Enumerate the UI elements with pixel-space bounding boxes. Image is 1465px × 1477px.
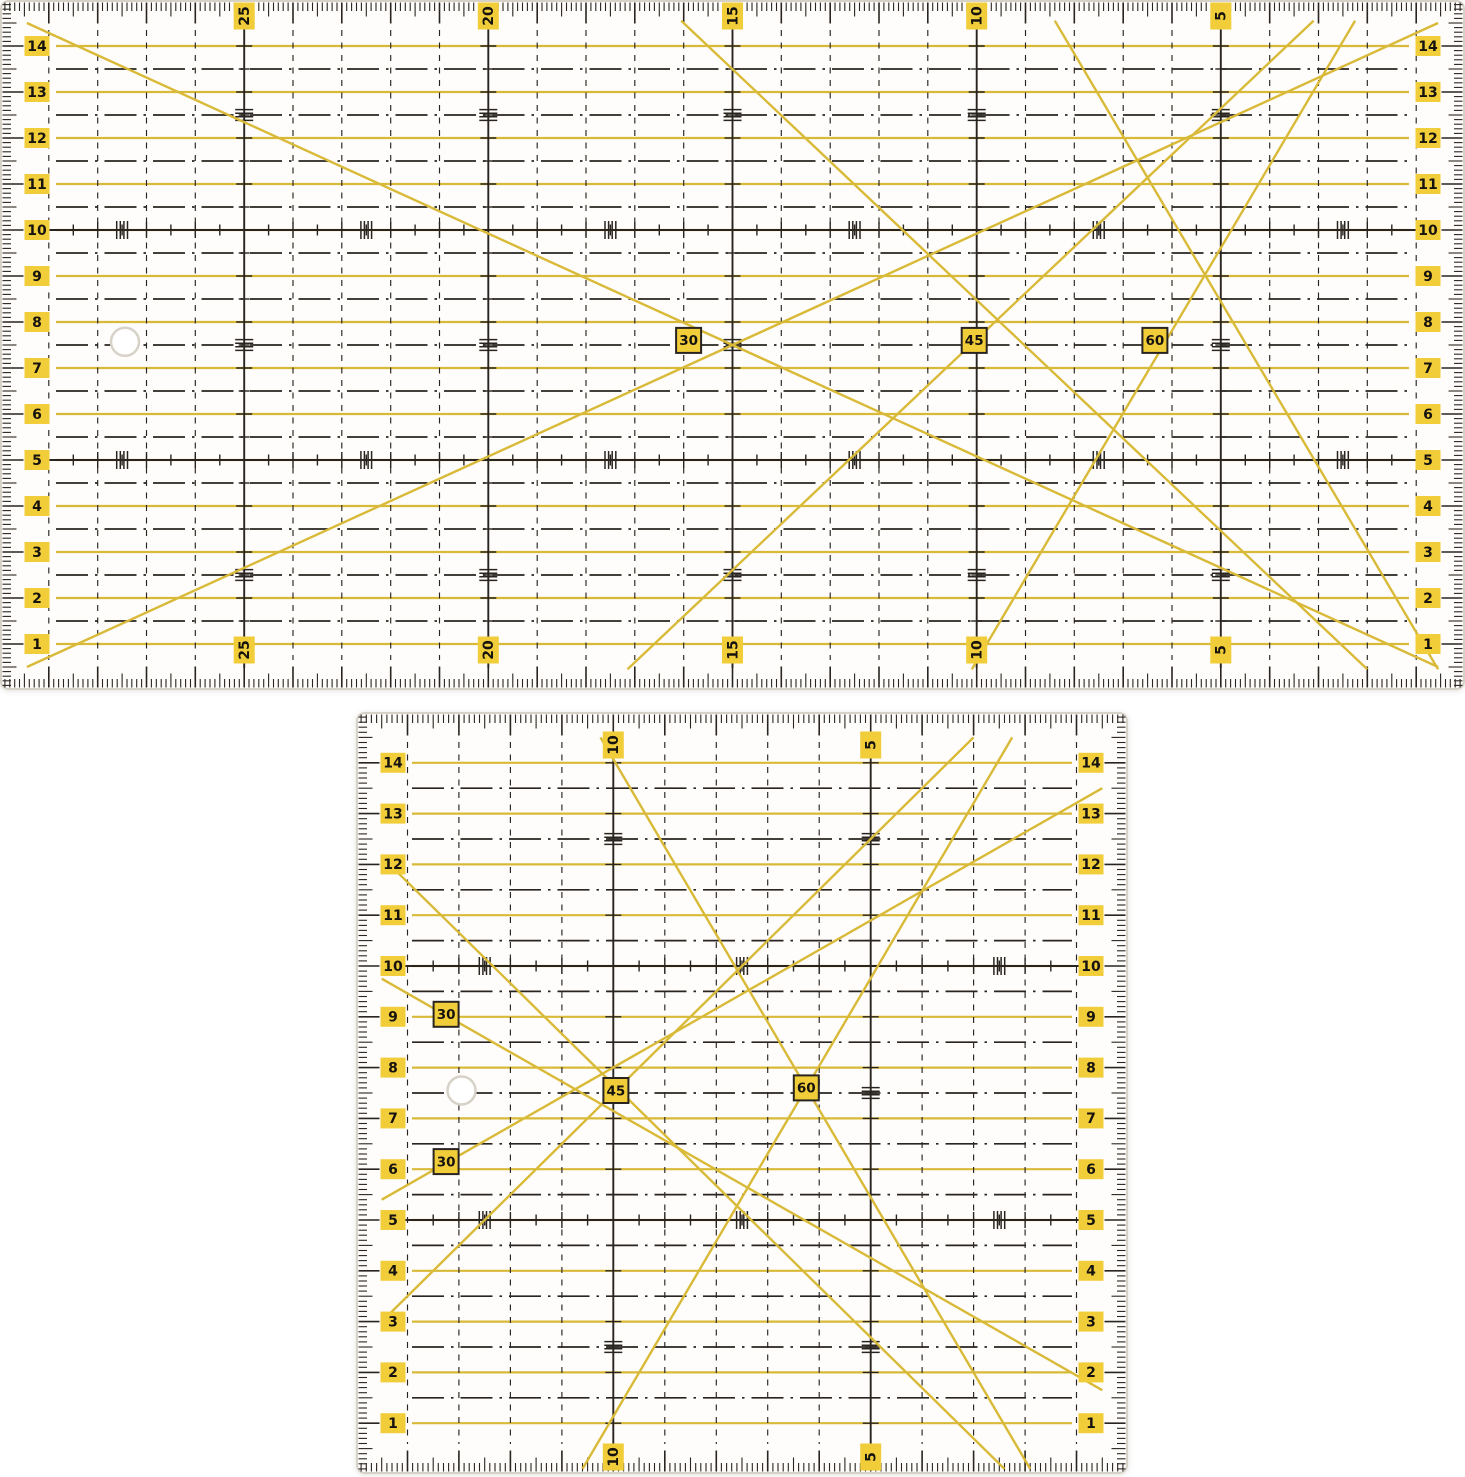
left-scale-number	[381, 753, 406, 773]
right-scale-number	[1079, 1210, 1104, 1230]
right-scale-number	[1079, 1261, 1104, 1281]
svg-text:9: 9	[32, 268, 42, 285]
svg-text:15: 15	[725, 640, 742, 660]
svg-text:45: 45	[606, 1083, 626, 1100]
svg-text:60: 60	[1145, 333, 1165, 350]
svg-text:11: 11	[1418, 176, 1438, 193]
svg-text:14: 14	[383, 755, 403, 772]
svg-text:6: 6	[1423, 406, 1433, 423]
svg-text:5: 5	[1213, 11, 1230, 21]
bottom-scale-number	[1210, 637, 1231, 664]
svg-text:60: 60	[796, 1080, 816, 1097]
svg-text:5: 5	[863, 1452, 880, 1462]
svg-text:14: 14	[27, 38, 47, 55]
svg-text:10: 10	[383, 958, 403, 975]
left-scale-number	[381, 1159, 406, 1179]
svg-text:9: 9	[1423, 268, 1433, 285]
svg-text:2: 2	[1423, 590, 1433, 607]
left-scale-number	[25, 634, 50, 654]
svg-text:30: 30	[436, 1007, 456, 1024]
svg-text:7: 7	[1086, 1111, 1096, 1128]
svg-text:12: 12	[27, 130, 47, 147]
svg-text:4: 4	[1086, 1263, 1096, 1280]
svg-text:20: 20	[481, 6, 498, 26]
top-scale-number	[478, 3, 499, 30]
svg-text:5: 5	[1086, 1212, 1096, 1229]
svg-text:10: 10	[606, 1447, 623, 1467]
left-scale-number	[381, 1007, 406, 1027]
right-scale-number	[1416, 174, 1441, 194]
right-scale-number	[1079, 804, 1104, 824]
right-scale-number	[1079, 956, 1104, 976]
right-scale-number	[1416, 542, 1441, 562]
svg-text:3: 3	[388, 1314, 398, 1331]
svg-text:7: 7	[32, 360, 42, 377]
svg-text:1: 1	[1423, 636, 1433, 653]
svg-text:45: 45	[964, 333, 984, 350]
right-scale-number	[1079, 1108, 1104, 1128]
right-scale-number	[1416, 358, 1441, 378]
bottom-scale-number	[860, 1444, 881, 1471]
left-scale-number	[381, 1261, 406, 1281]
svg-text:5: 5	[863, 740, 880, 750]
right-scale-number	[1416, 128, 1441, 148]
svg-text:8: 8	[1086, 1060, 1096, 1077]
svg-text:9: 9	[1086, 1009, 1096, 1026]
svg-text:6: 6	[1086, 1162, 1096, 1178]
svg-text:3: 3	[1423, 544, 1433, 561]
svg-text:11: 11	[383, 908, 403, 924]
left-scale-number	[25, 450, 50, 470]
right-scale-number	[1416, 496, 1441, 516]
svg-text:13: 13	[1081, 806, 1101, 823]
right-scale-number	[1416, 312, 1441, 332]
left-scale-number	[25, 220, 50, 240]
svg-text:5: 5	[32, 452, 42, 469]
large-quilting-ruler-svg	[0, 0, 1465, 690]
svg-text:2: 2	[388, 1365, 398, 1382]
left-scale-number	[381, 1312, 406, 1332]
right-scale-number	[1416, 634, 1441, 654]
right-scale-number	[1079, 1362, 1104, 1382]
angle-30-label	[434, 1149, 459, 1174]
svg-text:10: 10	[1418, 222, 1438, 239]
left-scale-number	[25, 36, 50, 56]
left-scale-number	[25, 266, 50, 286]
svg-text:12: 12	[383, 857, 403, 874]
svg-text:1: 1	[32, 636, 42, 653]
svg-text:2: 2	[32, 590, 42, 607]
left-scale-number	[25, 128, 50, 148]
svg-text:14: 14	[1081, 755, 1101, 772]
left-scale-number	[25, 542, 50, 562]
svg-text:10: 10	[1081, 958, 1101, 975]
svg-text:3: 3	[1086, 1314, 1096, 1331]
top-scale-number	[966, 3, 987, 30]
left-scale-number	[381, 1058, 406, 1078]
left-scale-number	[381, 804, 406, 824]
left-scale-number	[25, 496, 50, 516]
svg-text:8: 8	[388, 1060, 398, 1077]
left-scale-number	[25, 404, 50, 424]
svg-text:12: 12	[1081, 857, 1101, 874]
left-scale-number	[381, 854, 406, 874]
svg-text:5: 5	[388, 1212, 398, 1229]
svg-text:3: 3	[32, 544, 42, 561]
angle-60-label	[1142, 328, 1167, 353]
svg-text:8: 8	[1423, 314, 1433, 331]
angle-45-label	[603, 1078, 628, 1103]
left-scale-number	[381, 956, 406, 976]
svg-text:6: 6	[388, 1162, 398, 1178]
angle-30-label	[676, 328, 701, 353]
right-scale-number	[1416, 82, 1441, 102]
right-scale-number	[1416, 588, 1441, 608]
right-scale-number	[1079, 1058, 1104, 1078]
svg-text:1: 1	[388, 1416, 398, 1432]
svg-text:13: 13	[27, 84, 47, 101]
bottom-scale-number	[966, 637, 987, 664]
svg-text:7: 7	[388, 1111, 398, 1128]
left-scale-number	[25, 174, 50, 194]
hanging-hole	[111, 328, 139, 356]
left-scale-number	[25, 82, 50, 102]
left-scale-number	[381, 1210, 406, 1230]
bottom-scale-number	[722, 637, 743, 664]
bottom-scale-number	[234, 637, 255, 664]
svg-text:15: 15	[725, 6, 742, 26]
bottom-scale-number	[478, 637, 499, 664]
right-scale-number	[1416, 404, 1441, 424]
top-scale-number	[1210, 3, 1231, 30]
svg-text:11: 11	[1081, 908, 1101, 924]
left-scale-number	[381, 1108, 406, 1128]
svg-text:30: 30	[679, 333, 698, 350]
bottom-scale-number	[603, 1444, 624, 1471]
left-scale-number	[381, 905, 406, 925]
svg-text:1: 1	[1086, 1416, 1096, 1432]
left-scale-number	[381, 1413, 406, 1433]
svg-text:7: 7	[1423, 360, 1433, 377]
right-scale-number	[1079, 905, 1104, 925]
left-scale-number	[25, 588, 50, 608]
svg-text:20: 20	[481, 640, 498, 660]
svg-text:6: 6	[32, 406, 42, 423]
svg-text:12: 12	[1418, 130, 1438, 147]
svg-text:10: 10	[606, 735, 623, 755]
svg-text:2: 2	[1086, 1365, 1096, 1382]
small-quilting-ruler-svg	[356, 712, 1128, 1474]
small-quilting-ruler	[356, 712, 1128, 1474]
left-scale-number	[25, 358, 50, 378]
left-scale-number	[381, 1362, 406, 1382]
svg-text:30: 30	[436, 1154, 456, 1171]
right-scale-number	[1079, 854, 1104, 874]
right-scale-number	[1079, 1007, 1104, 1027]
top-scale-number	[234, 3, 255, 30]
svg-text:5: 5	[1213, 645, 1230, 655]
svg-text:13: 13	[1418, 84, 1438, 101]
angle-45-label	[962, 328, 987, 353]
svg-text:14: 14	[1418, 38, 1438, 55]
right-scale-number	[1079, 753, 1104, 773]
svg-text:25: 25	[237, 640, 253, 660]
svg-text:9: 9	[388, 1009, 398, 1026]
right-scale-number	[1079, 1312, 1104, 1332]
svg-text:11: 11	[27, 176, 47, 193]
large-quilting-ruler	[0, 0, 1465, 690]
svg-text:5: 5	[1423, 452, 1433, 469]
right-scale-number	[1416, 450, 1441, 470]
svg-text:13: 13	[383, 806, 403, 823]
svg-text:10: 10	[969, 6, 986, 26]
svg-text:10: 10	[969, 640, 986, 660]
svg-text:4: 4	[32, 498, 42, 515]
svg-text:8: 8	[32, 314, 42, 331]
angle-30-label	[434, 1002, 459, 1027]
svg-text:25: 25	[237, 6, 253, 26]
left-scale-number	[25, 312, 50, 332]
right-scale-number	[1416, 220, 1441, 240]
right-scale-number	[1416, 36, 1441, 56]
top-scale-number	[603, 732, 624, 759]
top-scale-number	[722, 3, 743, 30]
hanging-hole	[448, 1077, 476, 1105]
svg-text:10: 10	[27, 222, 47, 239]
right-scale-number	[1416, 266, 1441, 286]
right-scale-number	[1079, 1159, 1104, 1179]
svg-text:4: 4	[1423, 498, 1433, 515]
svg-text:4: 4	[388, 1263, 398, 1280]
top-scale-number	[860, 732, 881, 759]
angle-60-label	[794, 1075, 819, 1100]
right-scale-number	[1079, 1413, 1104, 1433]
